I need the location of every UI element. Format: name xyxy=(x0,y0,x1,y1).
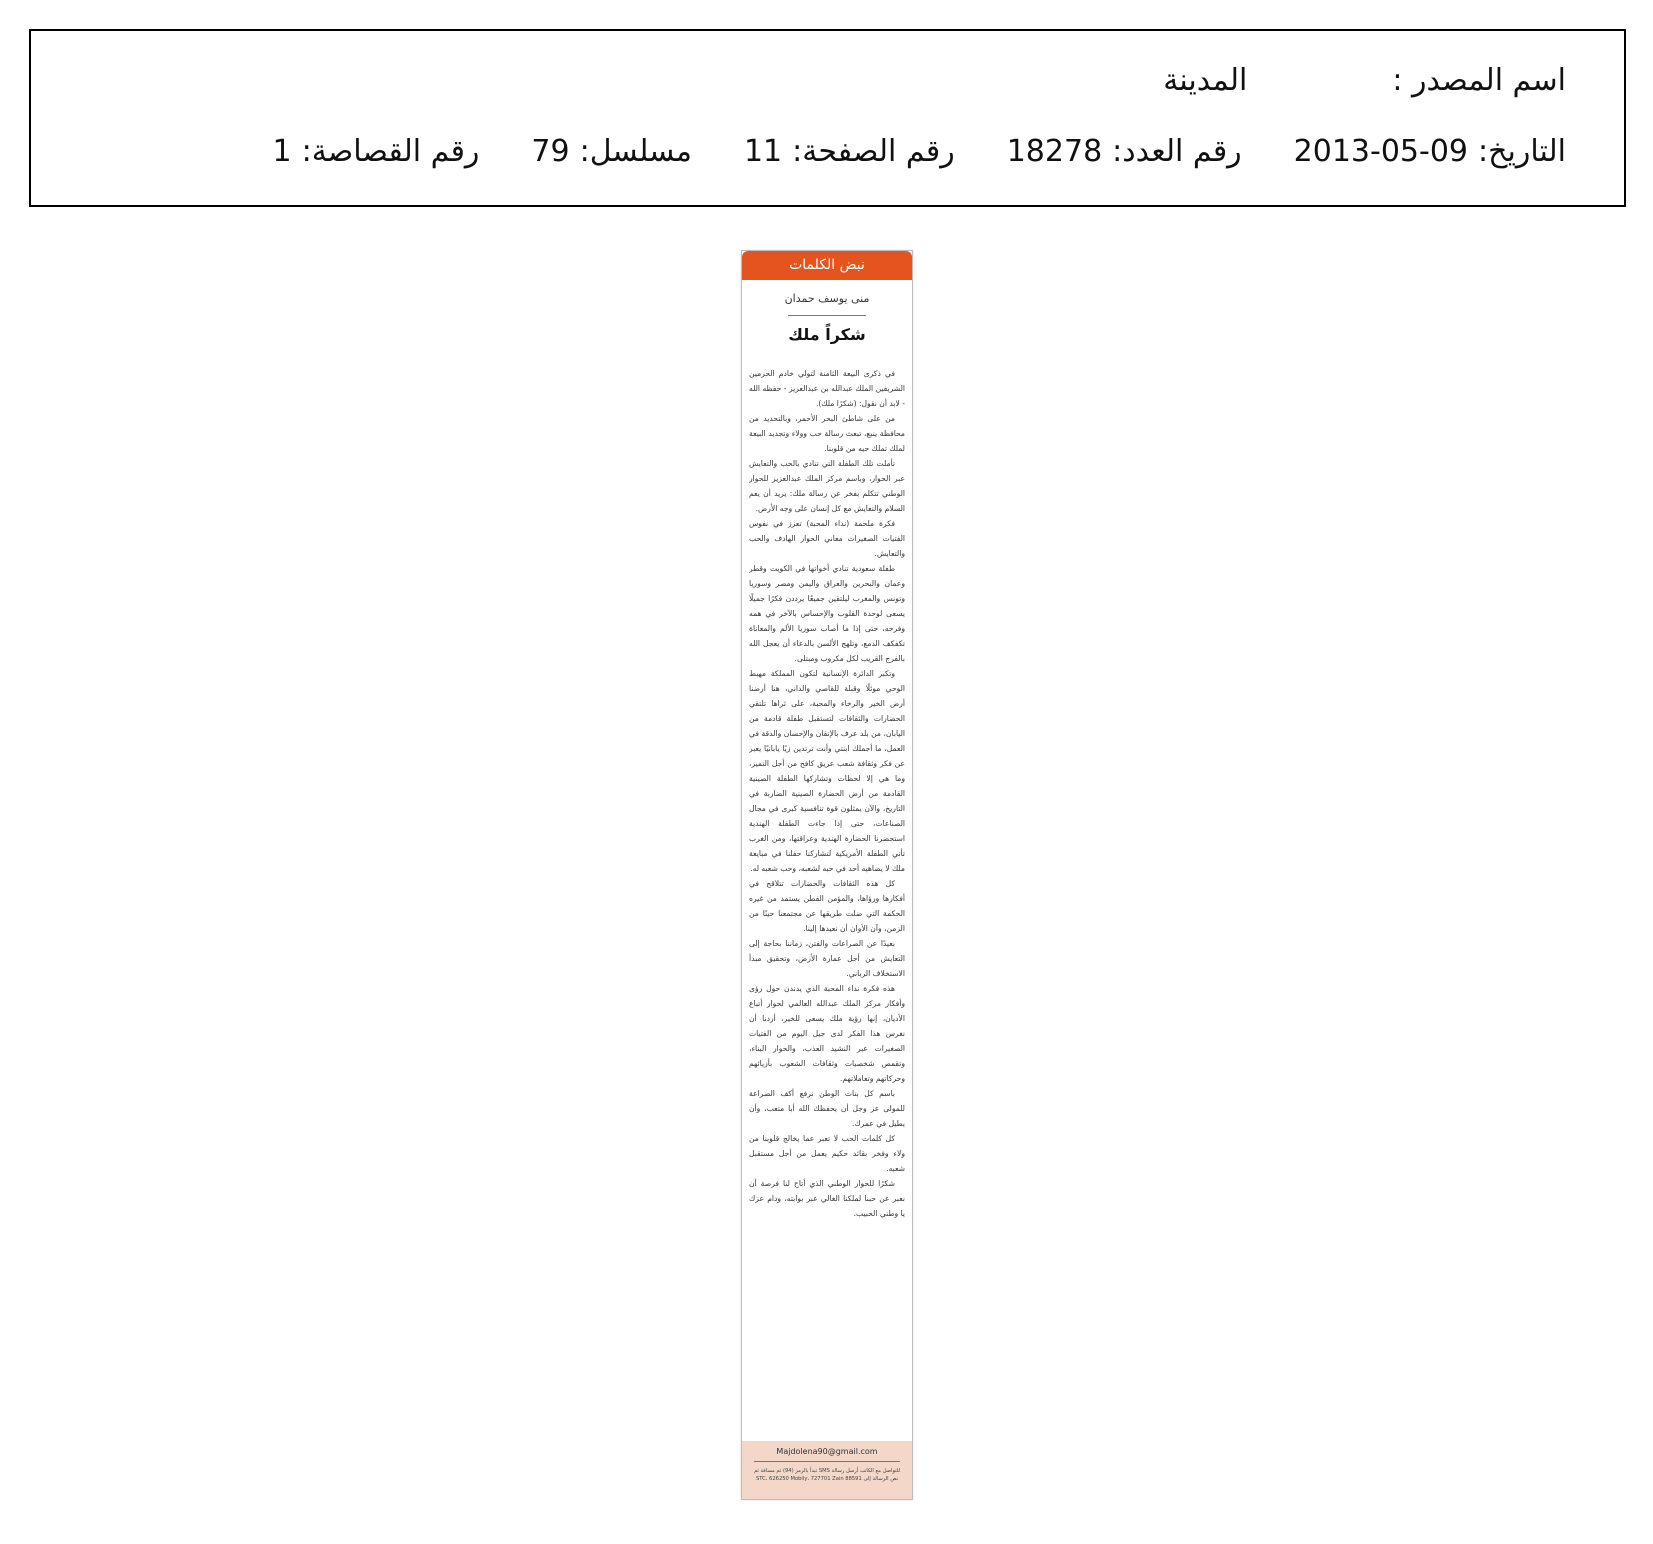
page-label: رقم الصفحة: xyxy=(792,134,955,169)
issue-value: 18278 xyxy=(1006,134,1103,169)
article-paragraph: طفلة سعودية تنادي أخواتها في الكويت وقطر وعمان والبحرين والعراق واليمن ومصر وسوريا وتونس والمغرب ليلتقين جميعًا يرددن فكرًا جميلًا يسعى لوحدة القلوب والإحساس بالآخر في همه وفرحه، حتى إذا ما أصاب سوريا الألم والمعاناة تكفكف الدمع، وتلهج الألسن بالدعاء أن يعجل الله بالفرج القريب لكل مكروب ومبتلى. xyxy=(749,564,905,663)
article-paragraph: شكرًا للحوار الوطني الذي أتاح لنا فرصة أن نعبر عن حبنا لملكنا الغالي عبر بوابته، ودام عزك يا وطني الحبيب. xyxy=(749,1179,905,1218)
article-paragraph: وتكبر الدائرة الإنسانية لتكون المملكة مهبط الوحي موئلًا وقبلة للقاصي والداني، هنا أرضنا أرض الخير والرخاء والمحبة، على ثراها تلتقي الحضارات والثقافات لتستقبل طفلة قادمة من اليابان، من بلد عرف بالإتقان والإحسان والدقة في العمل، ما أجملك ابنتي وأنت ترتدين زيًا يابانيًا يعبر عن فكر وثقافة شعب عريق كافح من أجل التميز، وما هي إلا لحظات وتشاركها الطفلة الصينية القادمة من أرض الحضارة الصينية الضاربة في التاريخ، والآن يمثلون قوة تنافسية كبرى في مجال الصناعات، حتى إذا جاءت الطفلة الهندية استحضرنا الحضارة الهندية وعراقتها، ومن الغرب تأتي الطفلة الأمريكية لتشاركنا حفلنا في مبايعة ملك لا يضاهيه أحد في حبه لشعبه، وحب شعبه له. xyxy=(749,669,905,873)
source-value-field xyxy=(1163,63,1248,98)
article-headline: شكراً ملك xyxy=(788,325,866,344)
divider xyxy=(788,315,866,316)
article-paragraph: فكرة ملحمة (نداء المحبة) تعزز في نفوس الفتيات الصغيرات معاني الحوار الهادف والحب والتعايش. xyxy=(749,519,905,558)
article-paragraph: تأملت تلك الطفلة التي تنادي بالحب والتعايش عبر الحوار، وباسم مركز الملك عبدالعزيز للحوار الوطني تتكلم بفخر عن رسالة ملك: يريد أن يعم السلام والتعايش مع كل إنسان على وجه الأرض. xyxy=(749,459,905,513)
footer-divider xyxy=(754,1461,900,1462)
article-paragraph: كل كلمات الحب لا تعبر عما يخالج قلوبنا من ولاء وفخر بقائد حكيم يعمل من أجل مستقبل شعبه. xyxy=(749,1134,905,1173)
serial-value: 79 xyxy=(531,134,570,169)
article-paragraph: باسم كل بنات الوطن نرفع أكف الضراعة للمولى عز وجل أن يحفظك الله أبا متعب، وأن يطيل في عمرك. xyxy=(749,1089,905,1128)
article-body xyxy=(749,366,905,1426)
newspaper-clipping xyxy=(741,250,913,1500)
serial-field xyxy=(531,134,692,169)
clipping-number-field xyxy=(272,134,480,169)
source-value: المدينة xyxy=(1163,63,1248,98)
source-field xyxy=(1392,63,1566,98)
details-row xyxy=(71,132,1566,172)
clipping-number-value: 1 xyxy=(272,134,292,169)
article-paragraph: بعيدًا عن الصراعات والفتن، زماننا بحاجة إلى التعايش من أجل عمارة الأرض، وتحقيق مبدأ الاستخلاف الرباني. xyxy=(749,939,905,978)
date-value: 2013-05-09 xyxy=(1293,134,1469,169)
issue-label: رقم العدد: xyxy=(1112,134,1242,169)
serial-label: مسلسل: xyxy=(579,134,692,169)
page-value: 11 xyxy=(743,134,783,169)
metadata-header xyxy=(29,29,1626,207)
date-field xyxy=(1293,134,1566,169)
date-label: التاريخ: xyxy=(1478,134,1566,169)
author-email: Majdolena90@gmail.com xyxy=(776,1447,878,1456)
clipping-footer xyxy=(742,1441,912,1499)
article-paragraph: في ذكرى البيعة الثامنة لتولي خادم الحرمين الشريفين الملك عبدالله بن عبدالعزيز - حفظه الله - لابد أن نقول: (شكرًا ملك). xyxy=(749,369,905,408)
source-row xyxy=(71,61,1566,101)
author-name: منى يوسف حمدان xyxy=(784,292,870,305)
article-paragraph: من على شاطئ البحر الأحمر، وبالتحديد من محافظة ينبع، تبعث رسالة حب وولاء وتجديد البيعة لملك تملك حبه من قلوبنا. xyxy=(749,414,905,453)
article-paragraph: كل هذه الثقافات والحضارات تتلاقح في أفكارها ورؤاها، والمؤمن الفطن يستمد من غيره الحكمة التي ضلت طريقها عن مجتمعنا حينًا من الزمن، وآن الأوان أن نعيدها إلينا. xyxy=(749,879,905,933)
issue-field xyxy=(1006,134,1242,169)
article-paragraph: هذه فكرة نداء المحبة الذي يدندن حول رؤى وأفكار مركز الملك عبدالله العالمي لحوار أتباع الأديان، إنها رؤية ملك يسعى للخير، أردنا أن نغرس هذا الفكر لدى جيل اليوم من الفتيات الصغيرات عبر النشيد العذب، والحوار البناء، وتقمص شخصيات وثقافات الشعوب بأزيائهم وحركاتهم وتعاملاتهم. xyxy=(749,984,905,1083)
page-field xyxy=(743,134,955,169)
clipping-number-label: رقم القصاصة: xyxy=(301,134,480,169)
column-title-banner: نبض الكلمات xyxy=(742,251,912,280)
source-label: اسم المصدر : xyxy=(1392,63,1566,98)
sms-contact-note: للتواصل مع الكاتب أرسل رسالة SMS تبدأ بالرمز (94) ثم مسافة ثم نص الرسالة إلى 88591 STC، 626250 Mobily، 727701 Zain xyxy=(753,1468,901,1482)
